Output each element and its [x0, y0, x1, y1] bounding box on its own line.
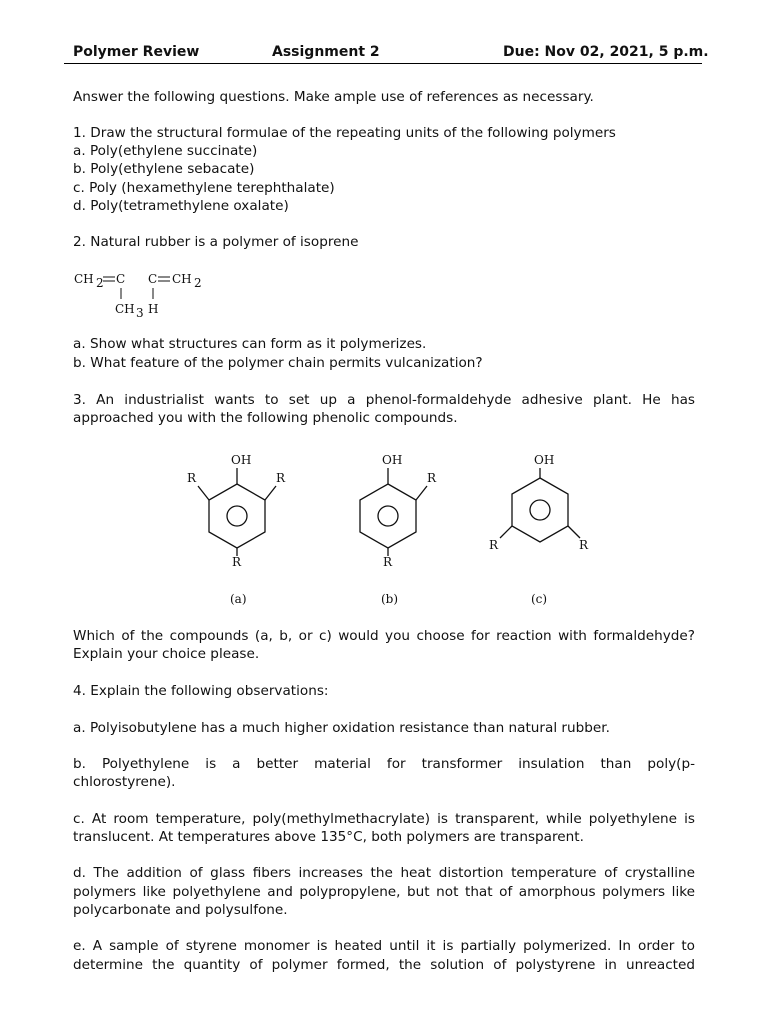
q4-item-d-line3: polycarbonate and polysulfone.	[73, 902, 288, 918]
header-due-date: Due: Nov 02, 2021, 5 p.m.	[503, 44, 709, 60]
compound-c-label: (c)	[531, 592, 548, 606]
compound-a-r-right: R	[276, 471, 286, 485]
q1-item-d: d. Poly(tetramethylene oxalate)	[73, 198, 289, 214]
compound-a-label: (a)	[230, 592, 247, 606]
q3-question-line2: Explain your choice please.	[73, 646, 260, 662]
q3-prompt-line1: 3. An industrialist wants to set up a phenol-formaldehyde adhesive plant. He has	[73, 392, 695, 408]
compound-b-r-bottom: R	[383, 555, 393, 569]
isoprene-sub3: 3	[136, 306, 144, 320]
compound-c	[489, 453, 589, 606]
q1-item-a: a. Poly(ethylene succinate)	[73, 143, 258, 159]
q2-item-a: a. Show what structures can form as it polymerizes.	[73, 336, 427, 352]
compound-b	[360, 453, 437, 606]
q4-item-a: a. Polyisobutylene has a much higher oxidation resistance than natural rubber.	[73, 720, 610, 736]
compound-b-label: (b)	[381, 592, 399, 606]
compound-a-r-bottom: R	[232, 555, 242, 569]
compound-c-r-left: R	[489, 538, 499, 552]
isoprene-sub2-right: 2	[194, 276, 202, 290]
isoprene-ch2-left: CH	[74, 272, 94, 286]
compound-c-r-right: R	[579, 538, 589, 552]
q3-prompt-line2: approached you with the following phenolic compounds.	[73, 410, 458, 426]
header-course: Polymer Review	[73, 44, 200, 60]
q4-item-b-line2: chlorostyrene).	[73, 774, 176, 790]
q4-item-c-line2: translucent. At temperatures above 135°C, both polymers are transparent.	[73, 829, 584, 845]
isoprene-ch3: CH	[115, 302, 135, 316]
compound-b-oh: OH	[382, 453, 403, 467]
compound-b-r-right: R	[427, 471, 437, 485]
q4-prompt: 4. Explain the following observations:	[73, 683, 329, 699]
isoprene-c-left: C	[116, 272, 126, 286]
isoprene-ch2-right: CH	[172, 272, 192, 286]
q1-item-c: c. Poly (hexamethylene terephthalate)	[73, 180, 335, 196]
intro-text: Answer the following questions. Make ample use of references as necessary.	[73, 89, 594, 105]
q1-item-b: b. Poly(ethylene sebacate)	[73, 161, 255, 177]
q1-prompt: 1. Draw the structural formulae of the repeating units of the following polymers	[73, 125, 616, 141]
isoprene-sub2-left: 2	[96, 276, 104, 290]
q4-item-d-line1: d. The addition of glass fibers increases the heat distortion temperature of crystalline	[73, 865, 695, 881]
q4-item-b-line1: b. Polyethylene is a better material for transformer insulation than poly(p-	[73, 756, 695, 772]
compound-a	[187, 453, 286, 606]
q4-item-d-line2: polymers like polyethylene and polypropylene, but not that of amorphous polymers like	[73, 884, 695, 900]
q4-item-e-line1: e. A sample of styrene monomer is heated until it is partially polymerized. In order to	[73, 938, 695, 954]
compound-a-oh: OH	[231, 453, 252, 467]
q4-item-c-line1: c. At room temperature, poly(methylmethacrylate) is transparent, while polyethylene is	[73, 811, 695, 827]
q2-prompt: 2. Natural rubber is a polymer of isoprene	[73, 234, 359, 250]
isoprene-structure	[74, 272, 202, 320]
header-assignment: Assignment 2	[272, 44, 380, 60]
isoprene-c-right: C	[148, 272, 158, 286]
q3-question-line1: Which of the compounds (a, b, or c) would you choose for reaction with formaldehyde?	[73, 628, 695, 644]
isoprene-h: H	[148, 302, 159, 316]
q4-item-e-line2: determine the quantity of polymer formed, the solution of polystyrene in unreacted	[73, 957, 695, 973]
compound-a-r-left: R	[187, 471, 197, 485]
q2-item-b: b. What feature of the polymer chain permits vulcanization?	[73, 355, 483, 371]
compound-c-oh: OH	[534, 453, 555, 467]
